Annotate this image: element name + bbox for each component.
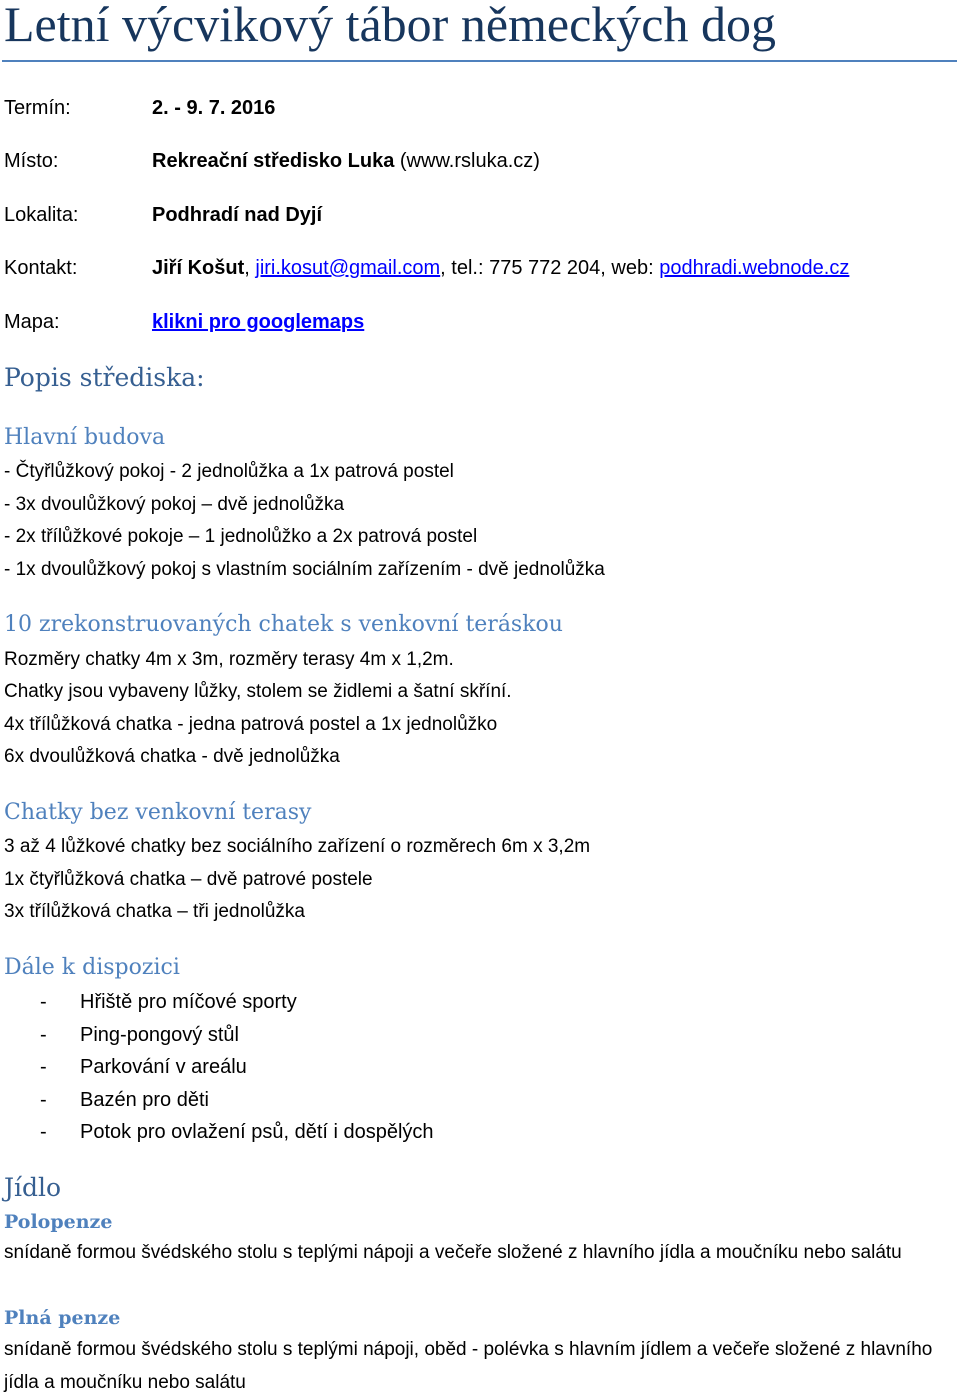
- list-item-text: Potok pro ovlažení psů, dětí i dospělých: [80, 1121, 434, 1143]
- document-title: Letní výcvikový tábor německých dog: [4, 0, 776, 52]
- email-link[interactable]: jiri.kosut@gmail.com: [255, 257, 441, 279]
- kontakt-value: [152, 255, 849, 281]
- bez-line: 1x čtyřlůžková chatka – dvě patrové postele: [4, 869, 373, 890]
- termin-value: 2. - 9. 7. 2016: [152, 97, 276, 119]
- plna-penze-text: snídaně formou švédského stolu s teplými nápoji, oběd - polévka s hlavním jídlem a večeře složené z hlavního jídla a moučníku nebo salátu: [4, 1339, 933, 1393]
- misto-label: Místo:: [4, 150, 59, 172]
- googlemaps-link[interactable]: klikni pro googlemaps: [152, 311, 365, 333]
- chatky-line: 4x třílůžková chatka - jedna patrová postel a 1x jednolůžko: [4, 714, 498, 735]
- chatky-bez-heading: Chatky bez venkovní terasy: [4, 800, 312, 825]
- dale-heading: Dále k dispozici: [4, 955, 180, 980]
- polopenze-text: snídaně formou švédského stolu s teplými nápoji a večeře složené z hlavního jídla a moučníku nebo salátu: [4, 1242, 902, 1263]
- lokalita-value: Podhradí nad Dyjí: [152, 204, 323, 226]
- list-dash: -: [40, 1088, 47, 1111]
- chatky-line: Chatky jsou vybaveny lůžky, stolem se židlemi a šatní skříní.: [4, 681, 512, 702]
- list-item-text: Bazén pro děti: [80, 1088, 209, 1111]
- hlavni-line: - 1x dvoulůžkový pokoj s vlastním sociálním zařízením - dvě jednolůžka: [4, 559, 605, 580]
- chatky-line: 6x dvoulůžková chatka - dvě jednolůžka: [4, 746, 340, 767]
- hlavni-line: - 2x třílůžkové pokoje – 1 jednolůžko a 2x patrová postel: [4, 526, 478, 547]
- kontakt-phone: , tel.: 775 772 204, web:: [440, 257, 660, 279]
- termin-label: Termín:: [4, 97, 71, 119]
- kontakt-label: Kontakt:: [4, 257, 78, 279]
- bez-line: 3 až 4 lůžkové chatky bez sociálního zařízení o rozměrech 6m x 3,2m: [4, 836, 591, 857]
- misto-value: Rekreační středisko Luka: [152, 150, 395, 172]
- mapa-label: Mapa:: [4, 311, 60, 333]
- chatky-terasa-heading: 10 zrekonstruovaných chatek s venkovní teráskou: [4, 612, 563, 637]
- list-dash: -: [40, 991, 47, 1013]
- jidlo-heading: Jídlo: [4, 1173, 62, 1202]
- hlavni-line: - 3x dvoulůžkový pokoj – dvě jednolůžka: [4, 494, 345, 515]
- hlavni-line: - Čtyřlůžkový pokoj - 2 jednolůžka a 1x patrová postel: [4, 461, 454, 482]
- bez-line: 3x třílůžková chatka – tři jednolůžka: [4, 901, 305, 922]
- misto-value-wrap: [152, 148, 540, 174]
- popis-heading: Popis střediska:: [4, 363, 205, 392]
- hlavni-budova-heading: Hlavní budova: [4, 425, 166, 450]
- list-dash: -: [40, 1023, 47, 1046]
- mapa-value: [152, 309, 364, 335]
- kontakt-name: Jiří Košut: [152, 257, 245, 279]
- misto-web: (www.rsluka.cz): [394, 150, 540, 172]
- web-link[interactable]: podhradi.webnode.cz: [659, 257, 850, 279]
- title-underline: [2, 60, 957, 62]
- plna-penze-heading: Plná penze: [4, 1307, 121, 1329]
- kontakt-separator: ,: [244, 257, 256, 279]
- lokalita-label: Lokalita:: [4, 204, 79, 226]
- chatky-line: Rozměry chatky 4m x 3m, rozměry terasy 4m x 1,2m.: [4, 649, 454, 670]
- list-item-text: Ping-pongový stůl: [80, 1023, 239, 1046]
- list-item-text: Parkování v areálu: [80, 1056, 247, 1078]
- list-dash: -: [40, 1056, 47, 1078]
- list-dash: -: [40, 1121, 47, 1143]
- list-item-text: Hřiště pro míčové sporty: [80, 991, 297, 1013]
- polopenze-heading: Polopenze: [4, 1211, 113, 1233]
